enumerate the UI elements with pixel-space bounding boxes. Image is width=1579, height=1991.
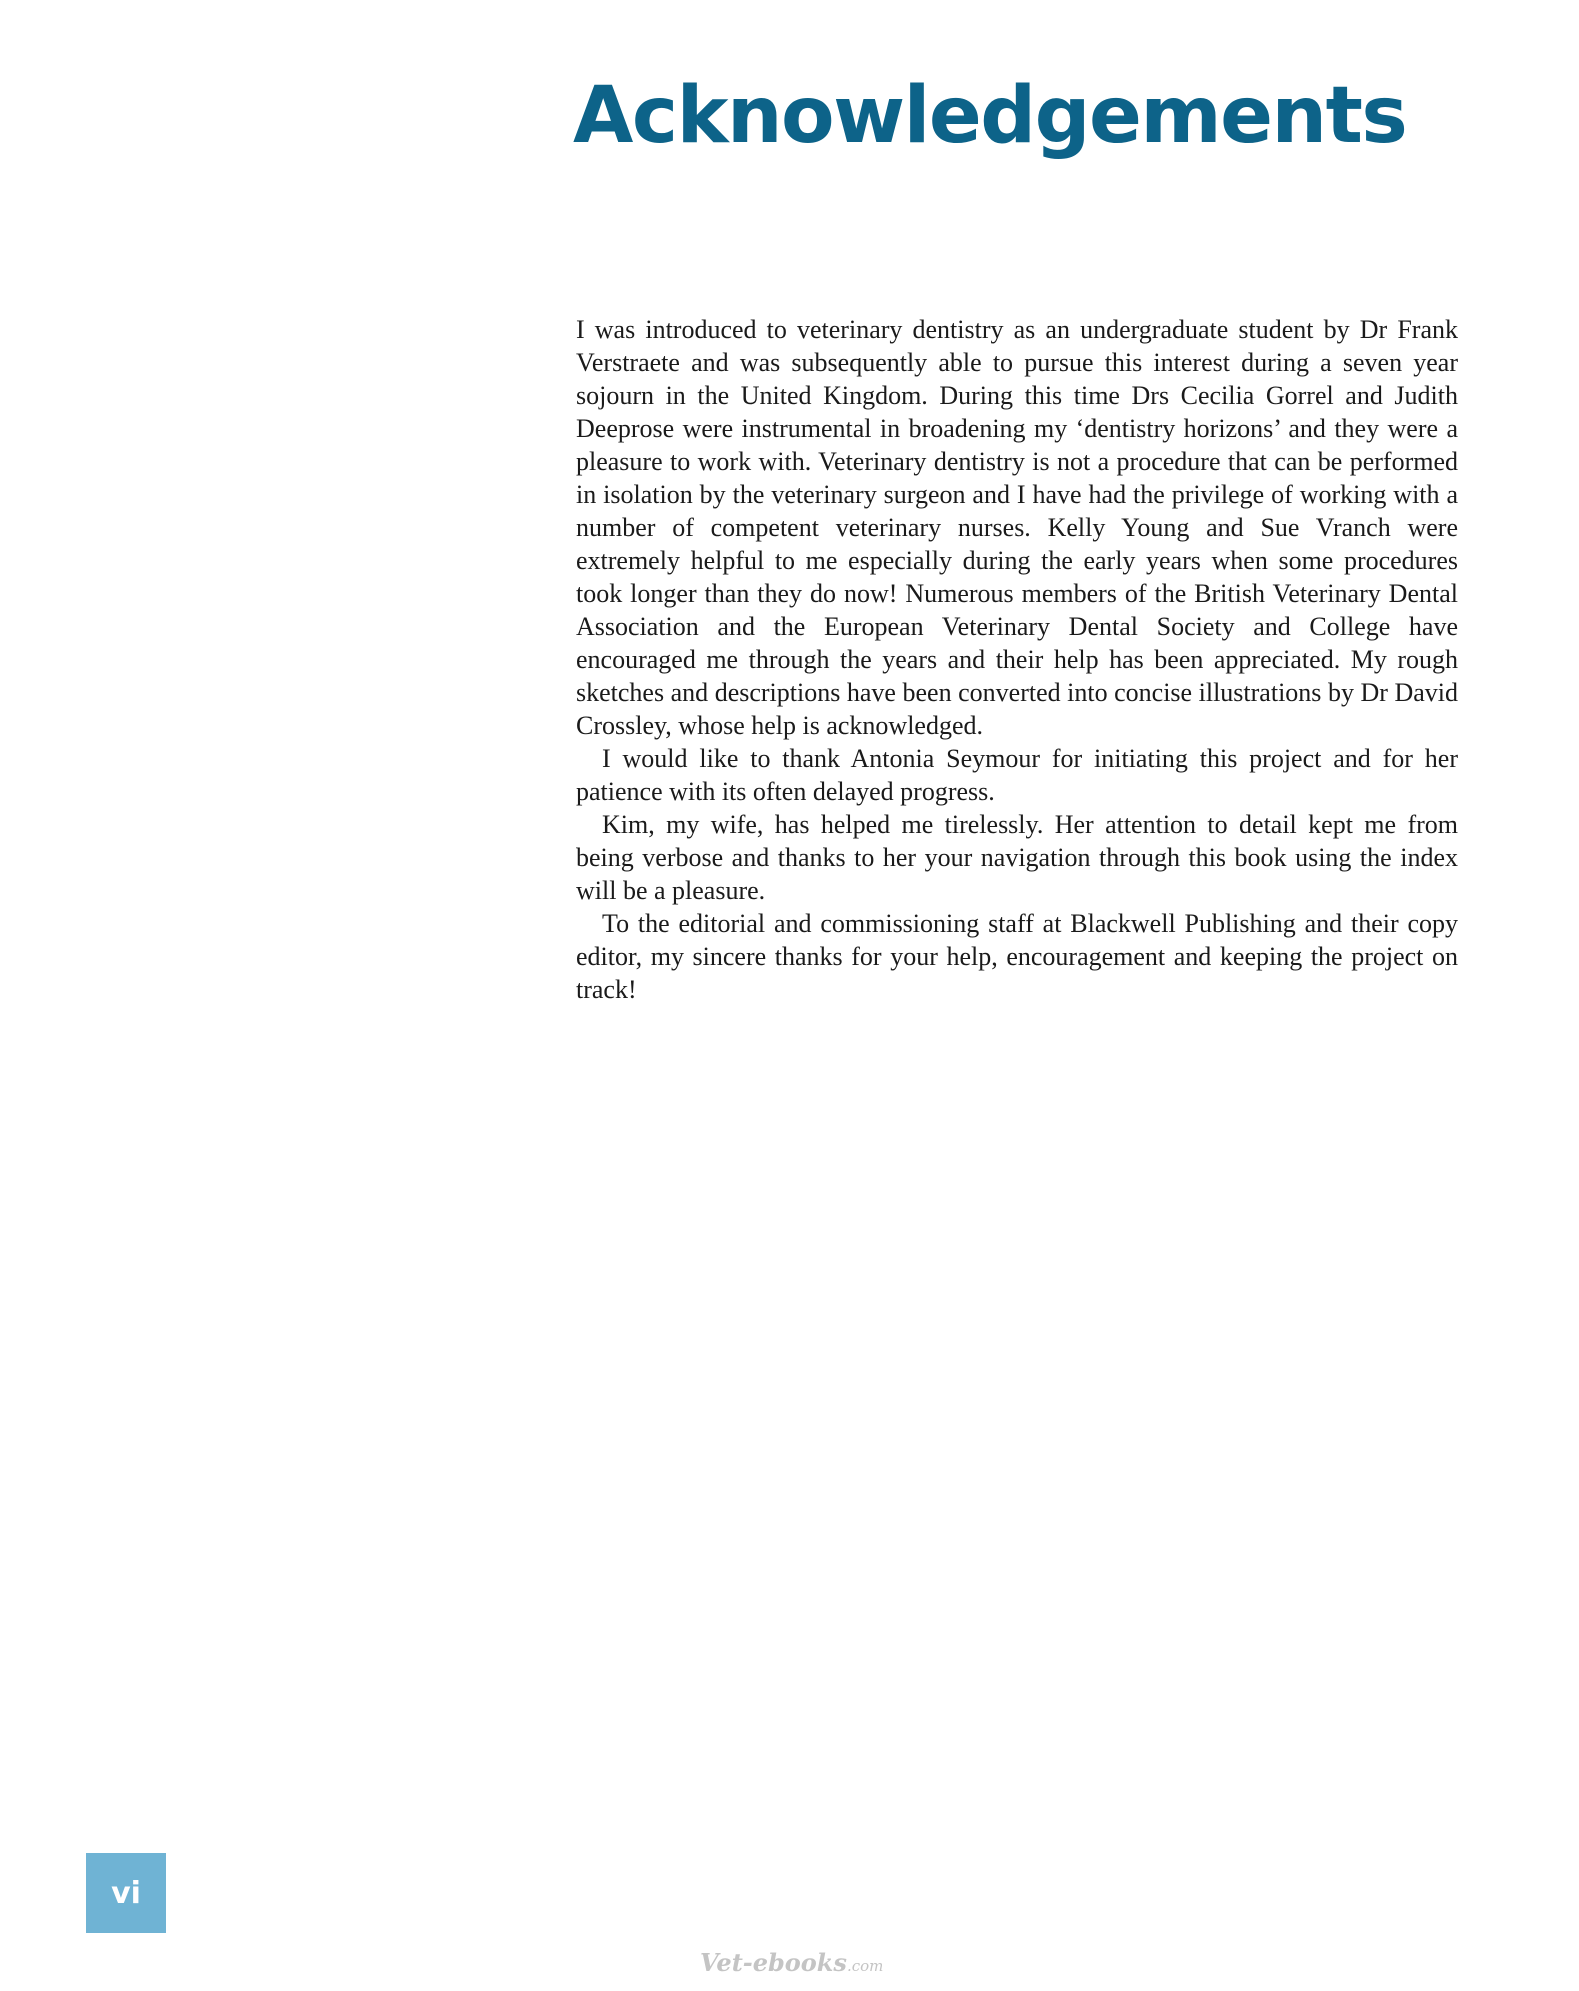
paragraph-1: I was introduced to veterinary dentistry as an undergraduate student by Dr Frank Verstraete and was subsequently able to pursue this interest during a seven year sojourn in the United Kingdom. During this time Drs Cecilia Gorrel and Judith Deeprose were instrumental in broadening my ‘dentistry horizons’ and they were a pleasure to work with. Veterinary dentistry is not a procedure that can be performed in isolation by the veterinary surgeon and I have had the privilege of working with a number of competent veterinary nurses. Kelly Young and Sue Vranch were extremely helpful to me especially during the early years when some procedures took longer than they do now! Numerous members of the British Veterinary Dental Association and the European Veterinary Dental Society and College have encouraged me through the years and their help has been appreciated. My rough sketches and descriptions have been converted into concise illustrations by Dr David Crossley, whose help is acknowledged. bbox=[576, 315, 1458, 740]
page-number: vi bbox=[111, 1875, 141, 1911]
paragraph-2: I would like to thank Antonia Seymour for initiating this project and for her patience with its often delayed progress. bbox=[576, 744, 1458, 806]
paragraph-3: Kim, my wife, has helped me tirelessly. Her attention to detail kept me from being verbose and thanks to her your navigation through this book using the index will be a pleasure. bbox=[576, 810, 1458, 905]
paragraph-4: To the editorial and commissioning staff at Blackwell Publishing and their copy editor, my sincere thanks for your help, encouragement and keeping the project on track! bbox=[576, 909, 1458, 1004]
body-text bbox=[576, 313, 1458, 1006]
page-number-badge bbox=[86, 1853, 166, 1933]
watermark-logo bbox=[700, 1948, 883, 1977]
page-title: Acknowledgements bbox=[573, 71, 1407, 161]
watermark-main: Vet-ebooks bbox=[700, 1948, 847, 1977]
watermark-suffix: .com bbox=[846, 1957, 884, 1975]
